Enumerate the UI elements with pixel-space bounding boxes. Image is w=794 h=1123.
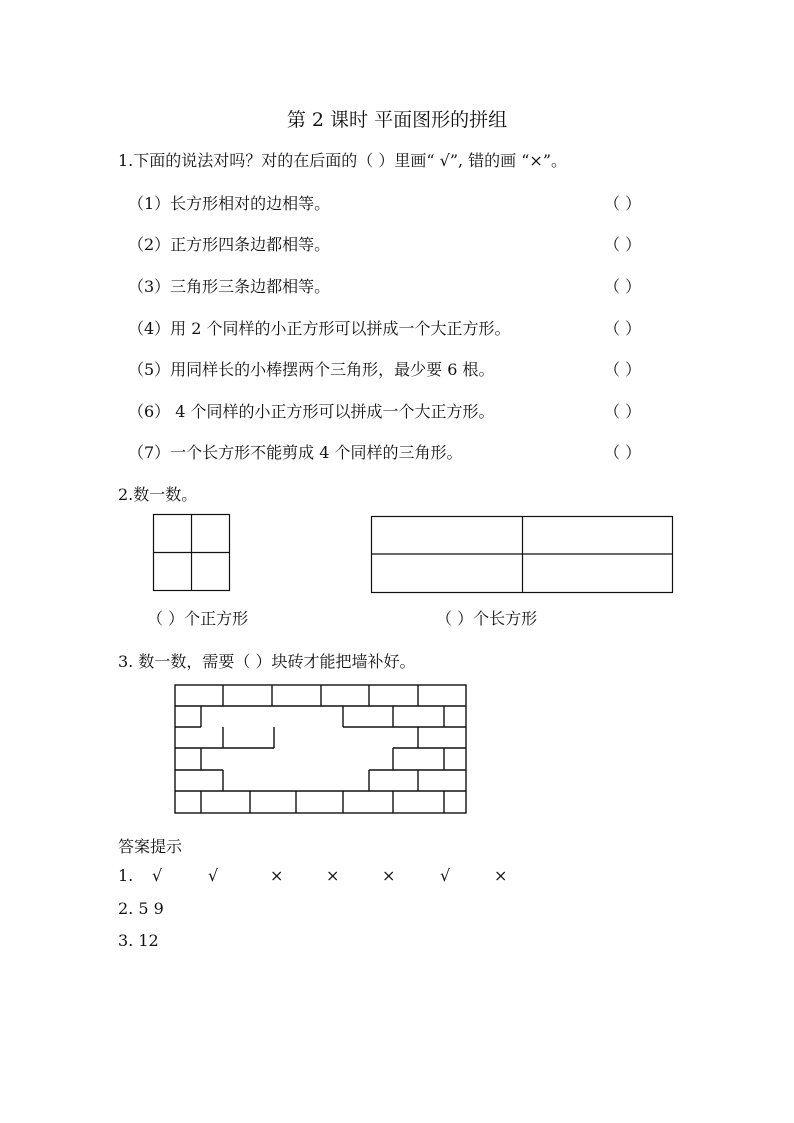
answer-blank-4[interactable]: （ ） [604, 319, 642, 338]
answer-mark-4: × [326, 866, 340, 885]
question-1-item-3: （3）三角形三条边都相等。 [128, 277, 331, 296]
lesson-title: 第 2 课时 平面图形的拼组 [286, 109, 508, 131]
answer-line-3: 3. 12 [118, 931, 159, 950]
answer-mark-2: √ [208, 866, 219, 885]
question-2-prompt: 2.数一数。 [118, 485, 198, 504]
answer-mark-3: × [270, 866, 284, 885]
square-grid-figure [153, 514, 231, 592]
rectangle-grid-figure [371, 516, 675, 594]
brick-wall-figure [174, 684, 470, 816]
question-1-item-6: （6） 4 个同样的小正方形可以拼成一个大正方形。 [128, 402, 495, 421]
question-1-item-5: （5）用同样长的小棒摆两个三角形，最少要 6 根。 [128, 360, 495, 379]
answer-blank-2[interactable]: （ ） [604, 235, 642, 254]
answer-mark-5: × [382, 866, 396, 885]
square-count-caption: （ ）个正方形 [147, 609, 249, 628]
answer-hint-heading: 答案提示 [118, 837, 183, 856]
answer-blank-7[interactable]: （ ） [604, 443, 642, 462]
question-1-item-7: （7）一个长方形不能剪成 4 个同样的三角形。 [128, 443, 463, 462]
answer-blank-3[interactable]: （ ） [604, 277, 642, 296]
answer-blank-6[interactable]: （ ） [604, 402, 642, 421]
answer-mark-6: √ [440, 866, 451, 885]
question-1-item-4: （4）用 2 个同样的小正方形可以拼成一个大正方形。 [128, 319, 511, 338]
answer-line-1-label: 1. [118, 866, 134, 885]
answer-blank-5[interactable]: （ ） [604, 360, 642, 379]
question-1-prompt: 1.下面的说法对吗？对的在后面的（ ）里画“ √”, 错的画 “×”。 [118, 151, 568, 170]
answer-mark-7: × [494, 866, 508, 885]
question-1-item-2: （2）正方形四条边都相等。 [128, 235, 331, 254]
answer-mark-1: √ [152, 866, 163, 885]
answer-blank-1[interactable]: （ ） [604, 194, 642, 213]
answer-line-2: 2. 5 9 [118, 899, 164, 918]
rectangle-count-caption: （ ）个长方形 [436, 609, 538, 628]
question-3-prompt: 3. 数一数，需要（ ）块砖才能把墙补好。 [118, 652, 416, 671]
question-1-item-1: （1）长方形相对的边相等。 [128, 194, 331, 213]
